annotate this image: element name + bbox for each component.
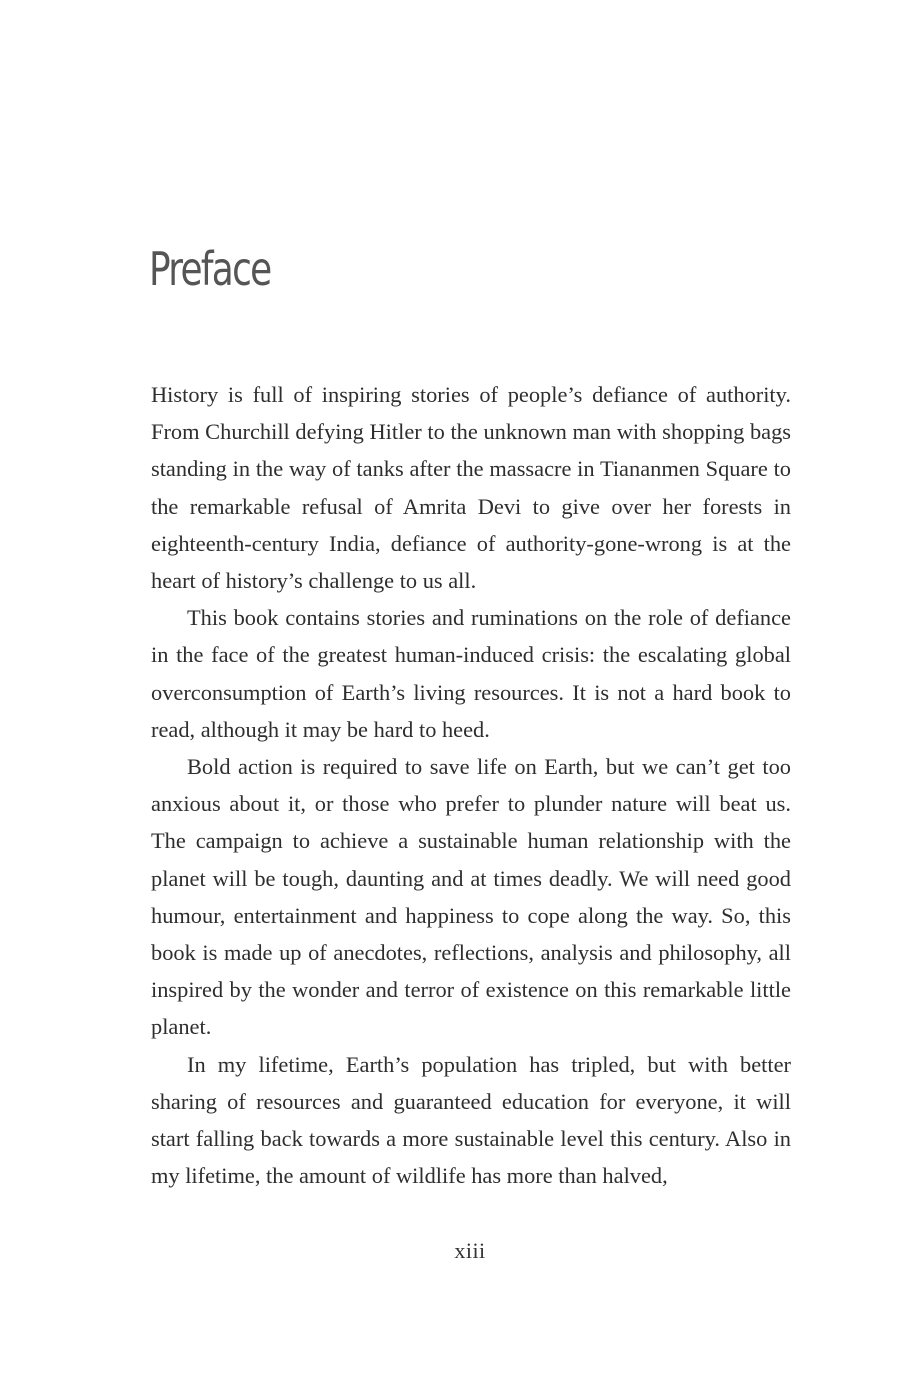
chapter-title: Preface <box>149 242 271 296</box>
paragraph-2: This book contains stories and ruminations on the role of defiance in the face of the greatest human-induced crisis: the escalating global overconsumption of Earth’s living resources. It is not a hard book to read, although it may be hard to heed. <box>151 605 791 742</box>
body-text <box>151 376 791 1194</box>
paragraph-4: In my lifetime, Earth’s population has tripled, but with better sharing of resources and guaranteed education for everyone, it will start falling back towards a more sustainable level this century. Also in my lifetime, the amount of wildlife has more than halved, <box>151 1051 791 1189</box>
page-number: xiii <box>454 1238 486 1263</box>
paragraph-1: History is full of inspiring stories of people’s defiance of authority. From Churchill defying Hitler to the unknown man with shopping bags standing in the way of tanks after the massacre in Tiananmen Square to the remarkable refusal of Amrita Devi to give over her forests in eighteenth-century India, defiance of authority-gone-wrong is at the heart of history’s challenge to us all. <box>151 382 791 594</box>
paragraph-3: Bold action is required to save life on Earth, but we can’t get too anxious about it, or those who prefer to plunder nature will beat us. The campaign to achieve a sustainable human relationship with the planet will be tough, daunting and at times deadly. We will need good humour, entertainment and happiness to cope along the way. So, this book is made up of anecdotes, reflections, analysis and philosophy, all inspired by the wonder and terror of existence on this remarkable little planet. <box>151 754 791 1040</box>
